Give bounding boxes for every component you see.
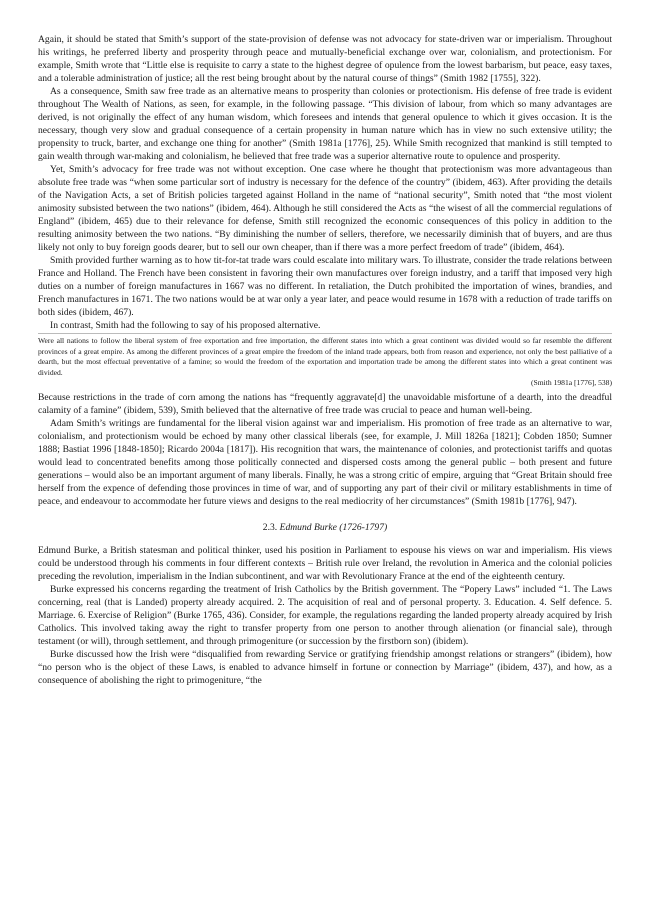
paragraph: In contrast, Smith had the following to say of his proposed alternative.: [50, 320, 321, 331]
paragraph: Again, it should be stated that Smith’s support of the state-provision of defense was not advocacy for state-driven war or imperialism. Throughout his writings, he preferred liberty and prosperity through peace and mutually-beneficial exchange over war, colonialism, and protectionism. For example, Smith wrote that “Little else is requisite to carry a state to the highest degree of opulence from the lowest barbarism, but peace, easy taxes, and a tolerable administration of justice; all the rest being brought about by the natural course of things” (Smith 1982 [1755], 322).: [38, 34, 612, 84]
paragraph: Because restrictions in the trade of corn among the nations has “frequently aggravate[d] the unavoidable misfortune of a dearth, into the dreadful calamity of a famine” (ibidem, 539), Smith believed that the alternative of free trade was crucial to peace and human well-being.: [38, 392, 612, 416]
section-heading: [38, 521, 612, 534]
block-quote: Were all nations to follow the liberal system of free exportation and free importation, the different states into which a great continent was divided would so far resemble the different provinces of a great empire. As among the different provinces of a great empire the freedom of the inland trade appears, both from reason and experience, not only the best palliative of a dearth, but the most effectual preventative of a famine; so would the freedom of the exportation and importation trade be among the different states into which a great continent was divided.: [38, 336, 612, 377]
paragraph: As a consequence, Smith saw free trade as an alternative means to prosperity than colonies or protectionism. His defense of free trade is evident throughout The Wealth of Nations, as seen, for example, in the following passage. “This division of labour, from which so many advantages are derived, is not originally the effect of any human wisdom, which foresees and intends that general opulence to which it gives occasion. It is the necessary, though very slow and gradual consequence of a certain propensity in human nature which has in view no such extensive utility; the propensity to truck, barter, and exchange one thing for another” (Smith 1981a [1776], 25). While Smith recognized that mankind is still tempted to gain wealth through war-making and colonialism, he believed that free trade was a superior alternative route to opulence and prosperity.: [38, 86, 612, 162]
paragraph: Adam Smith’s writings are fundamental for the liberal vision against war and imperialism. His promotion of free trade as an alternative to war, colonialism, and protectionism would be echoed by many other classical liberals (see, for example, J. Mill 1826a [1821]; Cobden 1850; Sumner 1888; Bastiat 1996 [1848-1850]; Ricardo 2004a [1817]). His recognition that wars, the maintenance of colonies, and protectionist tariffs and quotas would lead to concentrated benefits among those politically connected and dispersed costs among the general public – both present and future generations – would also be an important argument of many liberals. Finally, he was a strong critic of empire, arguing that “Great Britain should free herself from the expence of defending those provinces in time of war, and of supporting any part of their civil or military establishments in time of peace, and endeavour to accommodate her future views and designs to the real mediocrity of her circumstances” (Smith 1981b [1776], 947).: [38, 418, 612, 507]
section-title: Edmund Burke (1726-1797): [279, 522, 388, 533]
paragraph: Burke expressed his concerns regarding the treatment of Irish Catholics by the British government. The “Popery Laws” included “1. The Laws concerning, real (that is Landed) property already acquired. 2. The acquisition of real and of personal property. 3. Education. 4. Self defence. 5. Marriage. 6. Exercise of Religion” (Burke 1765, 436). Consider, for example, the regulations regarding the landed property already acquired by Irish Catholics. This involved taking away the right to transfer property from one person to another through alienation (or financial sale), through testament (or will), through settlement, and through primogeniture (or succession by the firstborn son) (ibidem).: [38, 584, 612, 647]
quote-rule: [38, 333, 612, 334]
paragraph: Yet, Smith’s advocacy for free trade was not without exception. One case where he thought that protectionism was more advantageous than absolute free trade was “when some particular sort of industry is necessary for the defence of the country” (ibidem, 463). After providing the details of the Navigation Acts, a set of British policies targeted against Holland in the name of “national security”, Smith noted that “the most violent animosity subsisted between the two nations” (ibidem, 464). Although he still considered the Acts as “the wisest of all the commercial regulations of England” (ibidem, 465) due to their relevance for defense, Smith still recognized the economic consequences of this policy in addition to the resulting animosity between the two nations. “By diminishing the number of sellers, therefore, we necessarily diminish that of buyers, and are thus likely not only to buy foreign goods dearer, but to sell our own cheaper, than if there was a more perfect freedom of trade” (ibidem, 464).: [38, 164, 612, 253]
section-number: 2.3.: [262, 522, 278, 533]
paragraph: Edmund Burke, a British statesman and political thinker, used his position in Parliament to espouse his views on war and imperialism. His views could be understood through his comments in four different contexts – British rule over Ireland, the revolution in America and the colonial policies preceding the revolution, imperialism in the Indian subcontinent, and war with Revolutionary France at the end of the eighteenth century.: [38, 545, 612, 582]
paragraph: Burke discussed how the Irish were “disqualified from rewarding Service or gratifying friendship amongst relations or strangers” (ibidem), how “no person who is the object of these Laws, is enabled to advance himself in fortune or connection by Marriage” (ibidem, 437), and how, as a consequence of abolishing the right to primogeniture, “the: [38, 649, 612, 686]
quote-citation: (Smith 1981a [1776], 538): [531, 378, 612, 387]
paragraph: Smith provided further warning as to how tit-for-tat trade wars could escalate into military wars. To illustrate, consider the trade relations between France and Holland. The French have been consistent in favoring their own manufactures over foreign industry, and a tariff that imposed very high duties on a number of foreign manufactures in 1667 was no different. In retaliation, the Dutch prohibited the importation of wines, brandies, and French manufactures in 1671. The two nations would be at war only a year later, and peace would resume in 1678 with a reduction of trade tariffs on both sides (ibidem, 467).: [38, 255, 612, 318]
